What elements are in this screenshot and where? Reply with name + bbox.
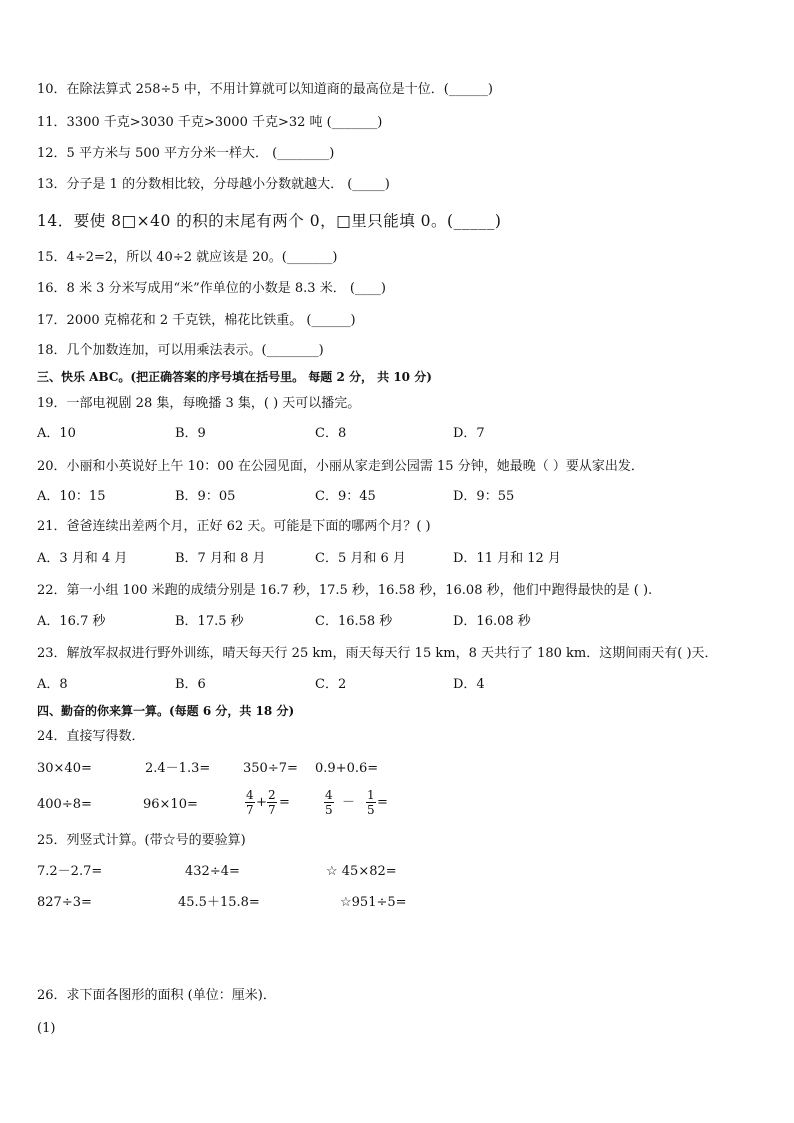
fraction: [324, 788, 334, 817]
q20-option-a: A．10：15: [37, 489, 106, 504]
equals: =: [279, 795, 290, 810]
denominator: 5: [325, 803, 333, 817]
numerator: 4: [325, 788, 333, 802]
q22-option-a: A．16.7 秒: [37, 614, 106, 629]
calc-item: ☆951÷5=: [340, 895, 407, 910]
question-11: 11．3300 千克>3030 千克>3000 千克>32 吨 (_______): [37, 115, 383, 130]
calc-item: 400÷8=: [37, 797, 92, 812]
q21-option-b: B．7 月和 8 月: [175, 551, 266, 566]
question-14: 14．要使 8□×40 的积的末尾有两个 0，□里只能填 0。(_____): [37, 212, 502, 230]
question-18: 18．几个加数连加，可以用乘法表示。(________): [37, 343, 324, 358]
q23-option-a: A．8: [37, 677, 68, 692]
calc-item: 350÷7=: [243, 761, 298, 776]
q19-option-b: B．9: [175, 426, 206, 441]
operator: －: [342, 795, 356, 810]
section-3-heading: 三、快乐 ABC。(把正确答案的序号填在括号里。 每题 2 分， 共 10 分): [37, 370, 432, 384]
calc-item: 2.4－1.3=: [145, 761, 211, 776]
q19-option-c: C．8: [315, 426, 347, 441]
q21-option-d: D．11 月和 12 月: [453, 551, 561, 566]
q23-option-b: B．6: [175, 677, 206, 692]
question-12: 12．5 平方米与 500 平方分米一样大． (________): [37, 146, 335, 161]
question-16: 16．8 米 3 分米写成用“米”作单位的小数是 8.3 米． (____): [37, 281, 386, 296]
question-23: 23．解放军叔叔进行野外训练，晴天每天行 25 km，雨天每天行 15 km，8 天共行了 180 km．这期间雨天有( )天．: [37, 646, 718, 661]
calc-item: 96×10=: [143, 797, 198, 812]
q21-option-a: A．3 月和 4 月: [37, 551, 128, 566]
calc-item: 45.5＋15.8=: [178, 895, 260, 910]
question-25-title: 25．列竖式计算。(带☆号的要验算): [37, 833, 246, 848]
operator: +: [256, 795, 267, 810]
numerator: 2: [268, 788, 276, 802]
question-15: 15．4÷2=2，所以 40÷2 就应该是 20。(_______): [37, 250, 338, 265]
q20-option-c: C．9：45: [315, 489, 376, 504]
denominator: 7: [246, 803, 254, 817]
calc-item: 827÷3=: [37, 895, 92, 910]
q19-option-d: D．7: [453, 426, 485, 441]
question-22: 22．第一小组 100 米跑的成绩分别是 16.7 秒，17.5 秒，16.58 秒，16.08 秒，他们中跑得最快的是 ( ).: [37, 583, 653, 598]
q22-option-b: B．17.5 秒: [175, 614, 244, 629]
q20-option-b: B．9：05: [175, 489, 236, 504]
question-24-title: 24．直接写得数．: [37, 729, 145, 744]
numerator: 4: [246, 788, 254, 802]
q22-option-d: D．16.08 秒: [453, 614, 531, 629]
question-20: 20．小丽和小英说好上午 10：00 在公园见面，小丽从家走到公园需 15 分钟，她最晚（ ）要从家出发．: [37, 459, 644, 474]
q21-option-c: C．5 月和 6 月: [315, 551, 406, 566]
q23-option-c: C．2: [315, 677, 347, 692]
question-13: 13．分子是 1 的分数相比较，分母越小分数就越大． (_____): [37, 177, 390, 192]
question-10: 10．在除法算式 258÷5 中，不用计算就可以知道商的最高位是十位．(______): [37, 82, 493, 97]
q20-option-d: D．9：55: [453, 489, 515, 504]
calc-item: 432÷4=: [185, 864, 240, 879]
question-17: 17．2000 克棉花和 2 千克铁，棉花比铁重。 (______): [37, 313, 356, 328]
denominator: 7: [268, 803, 276, 817]
calc-item: ☆ 45×82=: [326, 864, 397, 879]
fraction: [366, 788, 376, 817]
fraction: [267, 788, 277, 817]
equals: =: [377, 795, 388, 810]
q23-option-d: D．4: [453, 677, 485, 692]
calc-item: 0.9+0.6=: [315, 761, 379, 776]
calc-item: 7.2－2.7=: [37, 864, 103, 879]
denominator: 5: [367, 803, 375, 817]
question-21: 21．爸爸连续出差两个月，正好 62 天。可能是下面的哪两个月？( ): [37, 519, 431, 534]
q19-option-a: A．10: [37, 426, 76, 441]
question-19: 19．一部电视剧 28 集，每晚播 3 集，( ) 天可以播完。: [37, 396, 361, 411]
q22-option-c: C．16.58 秒: [315, 614, 393, 629]
numerator: 1: [367, 788, 375, 802]
question-26-title: 26．求下面各图形的面积 (单位：厘米)．: [37, 988, 276, 1003]
calc-item: 30×40=: [37, 761, 92, 776]
section-4-heading: 四、勤奋的你来算一算。(每题 6 分，共 18 分): [37, 704, 295, 718]
question-26-sub-1: (1): [37, 1021, 56, 1036]
fraction: [245, 788, 255, 817]
